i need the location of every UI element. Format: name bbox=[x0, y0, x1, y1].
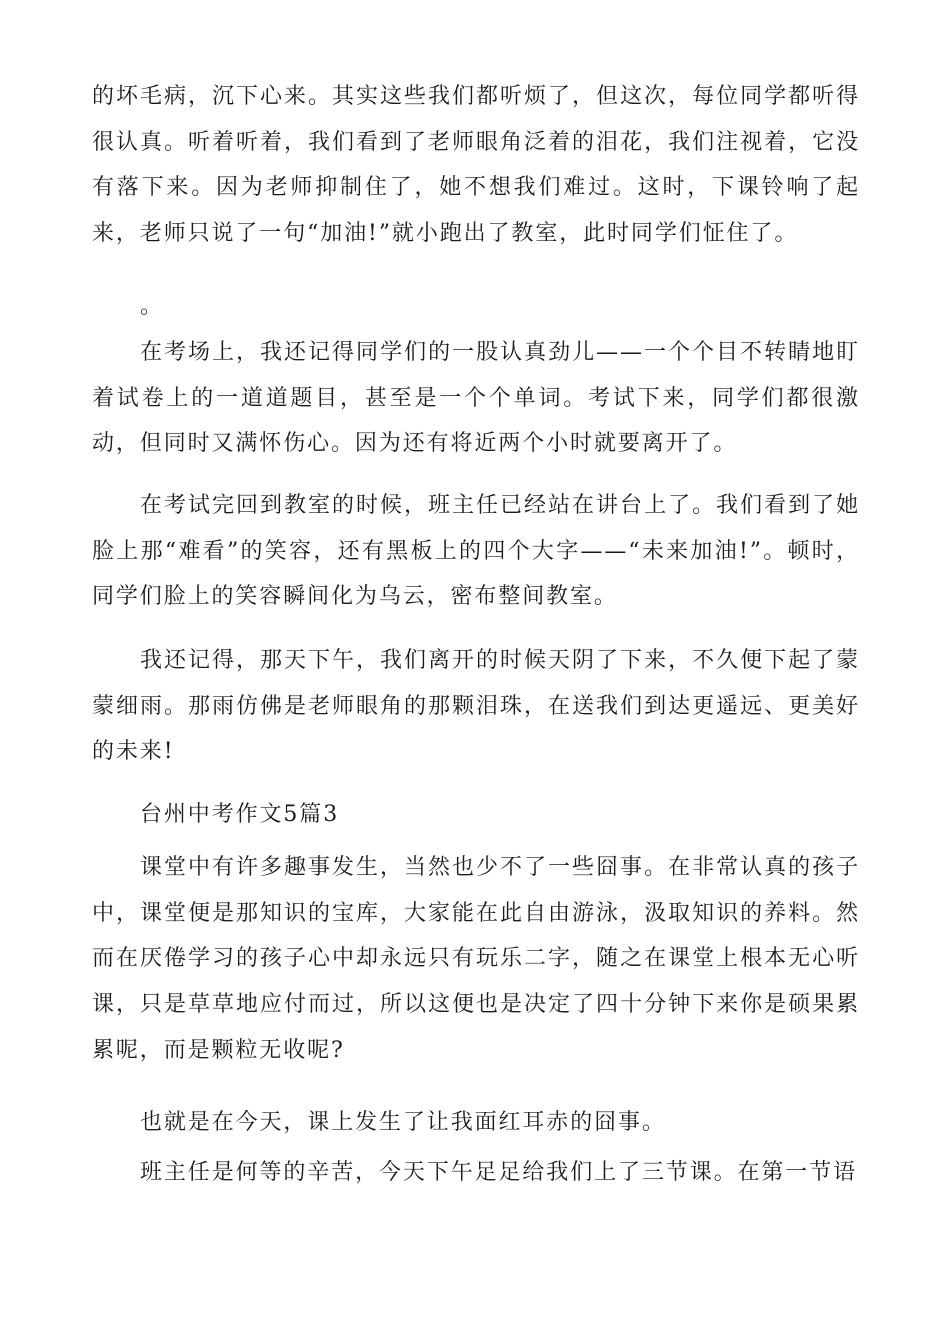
paragraph-rainy-afternoon: 我还记得，那天下午，我们离开的时候天阴了下来，不久便下起了蒙蒙细雨。那雨仿佛是老师眼角的那颗泪珠，在送我们到达更遥远、更美好的未来! bbox=[92, 648, 860, 765]
paragraph-classroom-funny: 课堂中有许多趣事发生，当然也少不了一些囧事。在非常认真的孩子中，课堂便是那知识的宝库，大家能在此自由游泳，汲取知识的养料。然而在厌倦学习的孩子心中却永远只有玩乐二字，随之在课堂上根本无心听课，只是草草地应付而过，所以这便也是决定了四十分钟下来你是硕果累累呢，而是颗粒无收呢? bbox=[92, 855, 860, 1063]
paragraph-dot: 。 bbox=[140, 294, 164, 319]
section-heading: 台州中考作文5篇3 bbox=[140, 802, 340, 827]
paragraph-embarrassing-today: 也就是在今天，课上发生了让我面红耳赤的囧事。 bbox=[140, 1110, 666, 1135]
paragraph-head-teacher: 班主任是何等的辛苦，今天下午足足给我们上了三节课。在第一节语 bbox=[140, 1160, 858, 1185]
paragraph-continuation: 的坏毛病，沉下心来。其实这些我们都听烦了，但这次，每位同学都听得很认真。听着听着，我们看到了老师眼角泛着的泪花，我们注视着，它没有落下来。因为老师抑制住了，她不想我们难过。这时，下课铃响了起来，老师只说了一句“加油!”就小跑出了教室，此时同学们怔住了。 bbox=[92, 84, 860, 247]
paragraph-exam-room: 在考场上，我还记得同学们的一股认真劲儿——一个个目不转睛地盯着试卷上的一道道题目，甚至是一个个单词。考试下来，同学们都很激动，但同时又满怀伤心。因为还有将近两个小时就要离开了。 bbox=[92, 340, 860, 457]
paragraph-back-to-classroom: 在考试完回到教室的时候，班主任已经站在讲台上了。我们看到了她脸上那“难看”的笑容，还有黑板上的四个大字——“未来加油!”。顿时，同学们脸上的笑容瞬间化为乌云，密布整间教室。 bbox=[92, 493, 860, 610]
